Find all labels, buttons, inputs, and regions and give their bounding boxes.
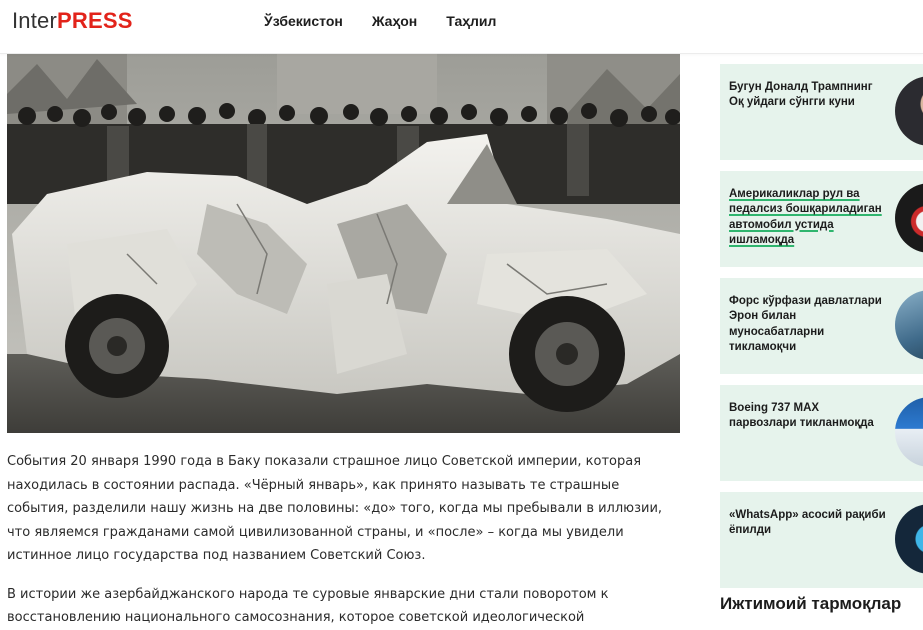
news-card-title[interactable]: Америкаликлар рул ва педалсиз бошқариладиган автомобил устида ишламоқда [729, 188, 882, 246]
news-card-thumbnail[interactable] [895, 290, 923, 360]
article-body [7, 450, 677, 630]
news-card[interactable] [720, 492, 923, 588]
article-paragraph: В истории же азербайджанского народа те суровые январские дни стали поворотом к восстановлению национального самосознания, которое советской идеологической [7, 586, 609, 625]
news-card-title[interactable]: «WhatsApp» асосий рақиби ёпилди [729, 509, 886, 537]
article-hero-photo [7, 54, 680, 433]
site-logo[interactable] [12, 8, 133, 34]
news-sidebar [720, 64, 923, 599]
nav-analysis[interactable]: Таҳлил [446, 13, 497, 29]
news-card-thumbnail[interactable] [895, 504, 923, 574]
nav-world[interactable]: Жаҳон [371, 13, 418, 29]
news-card-thumbnail[interactable] [895, 183, 923, 253]
news-card-title[interactable]: Форс кўрфази давлатлари Эрон билан муносабатларни тикламоқчи [729, 295, 882, 353]
main-nav [264, 13, 496, 29]
site-header [0, 0, 923, 54]
article-paragraph: События 20 января 1990 года в Баку показали страшное лицо Советской империи, которая находилась в состоянии распада. «Чёрный январь», как принято называть те страшные события, разделили нашу жизнь на две половины: «до» того, когда мы пребывали в иллюзии, что являемся гражданами самой цивилизованной страны, и «после» – когда мы увидели истинное лицо государства под названием Советский Союз. [7, 454, 663, 563]
nav-uzbekistan[interactable]: Ўзбекистон [264, 13, 343, 29]
news-card[interactable] [720, 171, 923, 267]
news-card[interactable] [720, 385, 923, 481]
logo-text-press: PRESS [57, 8, 133, 33]
news-card-title[interactable]: Бугун Доналд Трампнинг Оқ уйдаги сўнгги куни [729, 81, 873, 109]
news-card-thumbnail[interactable] [895, 397, 923, 467]
logo-text-inter: Inter [12, 8, 58, 33]
news-card[interactable] [720, 64, 923, 160]
news-card-title[interactable]: Boeing 737 MAX парвозлари тикланмоқда [729, 402, 874, 430]
news-card[interactable] [720, 278, 923, 374]
news-card-thumbnail[interactable] [895, 76, 923, 146]
social-networks-heading: Ижтимоий тармоқлар [720, 594, 902, 613]
